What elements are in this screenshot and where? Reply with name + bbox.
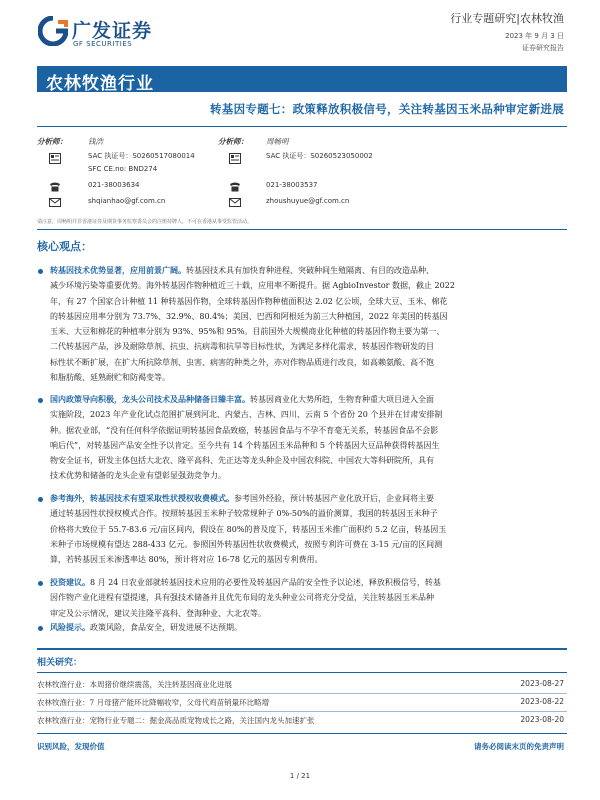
id-card-icon — [49, 153, 61, 164]
key-point-heading: 国内政策导向积极，龙头公司技术及品种储备日臻丰富。 — [50, 394, 250, 404]
analyst-label: 分析师： — [37, 137, 67, 146]
report-label: 证券研究报告 — [522, 44, 564, 52]
key-point-line: 因作物产业化进程有望提速，具有强技术储备并且优先布局的龙头种业公司将充分受益，关注转基因玉米品种 — [50, 593, 434, 603]
divider — [37, 693, 567, 694]
page-number: 1 / 21 — [289, 772, 311, 780]
bullet-icon — [38, 497, 43, 502]
bullet-icon — [38, 269, 43, 274]
bullet-icon — [38, 398, 43, 403]
industry-title: 农林牧渔行业 — [46, 74, 154, 94]
analyst-phone: 021-38003634 — [88, 181, 140, 189]
key-point-line: 年，有 27 个国家合计种植 11 种转基因作物，全球转基因作物种植面积达 2.02 亿公顷，全球大豆、玉米、棉花 — [50, 296, 448, 306]
analyst-email[interactable]: zhoushuyue@gf.com.cn — [266, 197, 350, 205]
key-point-line: 转基因商业化大势所趋，生物育种重大项目进入全面 — [250, 395, 434, 404]
company-logo — [38, 16, 158, 50]
key-point-line: 转基因技术具有加快育种进程、突破种间生殖隔离、有目的改造品种、 — [186, 266, 434, 275]
key-point-1 — [50, 263, 570, 385]
key-point-line: 玉米、大豆和棉花的种植率分别为 93%、95%和 95%。目前国外大规模商业化种植的转基因作物主要为第一、 — [50, 327, 445, 337]
analyst-name: 周畅明 — [266, 137, 289, 146]
key-point-line: 8 月 24 日农业部就转基因技术应用的必要性及转基因产品的安全性予以论述，释放积极信号，转基 — [90, 578, 441, 587]
analyst-sac: SAC 执证号：S0260517080014 — [88, 152, 195, 160]
divider — [37, 733, 567, 734]
related-title: 相关研究： — [37, 658, 83, 668]
footer-slogan: 识别风险，发现价值 — [37, 742, 105, 751]
key-point-4 — [50, 575, 570, 621]
logo-text-en: GF SECURITIES — [73, 40, 133, 48]
key-point-line: 标性状不断扩展，在扩大所抗除草剂、虫害、病害的种类之外，亦对作物品质进行改良，如高赖氨酸、高不饱 — [50, 357, 434, 367]
analyst-sac: SAC 执证号：S0260523050002 — [266, 152, 373, 160]
key-point-line: 算，若转基因玉米渗透率达 80%，预计将对应 16-78 亿元的基因专利费用。 — [50, 555, 323, 565]
key-point-line: 政策风险，食品安全，研发进展不达预期。 — [90, 623, 242, 632]
key-point-heading: 投资建议。 — [50, 577, 90, 587]
related-item[interactable]: 农林牧渔行业：7 月母猪产能环比降幅收窄，父母代鸡苗销量环比略增 — [37, 698, 270, 707]
phone-icon — [229, 181, 241, 192]
divider — [37, 126, 567, 127]
gf-logo-icon — [38, 16, 68, 46]
key-point-heading: 参考海外，转基因技术有望采取性状授权收费模式。 — [50, 493, 234, 503]
email-icon — [49, 197, 61, 208]
email-icon — [229, 197, 241, 208]
key-point-line: 的转基因应用率分别为 73.7%、32.9%、80.4%；美国、巴西和阿根廷为前三大种植国，2022 年美国的转基因 — [50, 311, 448, 321]
key-point-line: 技术优势和储备的龙头企业有望彰显强劲竞争力。 — [50, 471, 226, 481]
id-card-icon — [229, 153, 241, 164]
analyst-email[interactable]: shqianhao@gf.com.cn — [88, 197, 166, 205]
key-point-5 — [50, 620, 570, 635]
analyst-phone: 021-38003537 — [266, 181, 318, 189]
divider — [37, 648, 567, 650]
key-point-line: 参考国外经验，预计转基因产业化放开后，企业间将主要 — [234, 494, 434, 503]
analyst-sfc: SFC CE.no: BND274 — [88, 165, 158, 173]
key-point-line: 通过转基因性状授权模式合作。按照转基因玉米种子较常规种子 0%-50%的溢价测算，我国的转基因玉米种子 — [50, 509, 438, 519]
logo-text-cn: 广发证券 — [72, 20, 153, 42]
key-point-line: 种。据农业部，“没有任何科学依据证明转基因食品致癌，转基因食品与不孕不育毫无关系，转基因食品不会影 — [50, 425, 439, 435]
key-point-heading: 风险提示。 — [50, 622, 90, 632]
key-point-line: 物安全证书，研发主体包括大北农、隆平高科、先正达等龙头种企及中国农科院、中国农大等科研院所，具有 — [50, 456, 434, 466]
divider — [37, 672, 567, 673]
key-point-line: 价格将大致位于 55.7-83.6 元/亩区间内，假设在 80%的普及度下，转基因玉米推广面积约 5.2 亿亩，转基因玉 — [50, 524, 447, 534]
key-point-line: 审定及公示情况，建议关注隆平高科、登海种业、大北农等。 — [50, 608, 266, 618]
footer-disclaimer: 请务必阅读末页的免责声明 — [474, 742, 564, 751]
analyst-name: 钱浩 — [88, 137, 103, 146]
analyst-label: 分析师： — [218, 137, 248, 146]
phone-icon — [49, 181, 61, 192]
related-item[interactable]: 农林牧渔行业：本周猪价继续震荡，关注转基因商业化进展 — [37, 680, 232, 689]
related-item-date: 2023-08-20 — [520, 715, 564, 724]
key-point-heading: 转基因技术优势显著，应用前景广阔。 — [50, 265, 186, 275]
key-point-3 — [50, 491, 570, 567]
related-item[interactable]: 农林牧渔行业：宠物行业专题二：掘金高品质宠物成长之路，关注国内龙头加速扩张 — [37, 716, 315, 725]
key-point-line: 米种子市场规模有望达 288-433 亿元。参照国外转基因性状收费模式，按照专利许可费在 3-15 元/亩的区间测 — [50, 539, 443, 549]
key-point-2 — [50, 392, 570, 484]
report-subtitle: 转基因专题七：政策释放积极信号，关注转基因玉米品种审定新进展 — [210, 102, 564, 116]
key-point-line: 减少环境污染等重要优势。海外转基因作物种植近三十载，应用率不断提升。据 AgbioInvestor 数据，截止 2022 — [50, 281, 455, 291]
key-point-line: 响后代”，对转基因产品安全性予以肯定。至今共有 14 个转基因玉米品种和 5 个转基因大豆品种获得转基因生 — [50, 440, 440, 450]
report-date: 2023 年 9 月 3 日 — [505, 32, 564, 40]
bullet-icon — [38, 581, 43, 586]
key-point-line: 和脂肪酸、延熟耐贮和防褐变等。 — [50, 373, 170, 383]
related-item-date: 2023-08-22 — [520, 697, 564, 706]
divider — [37, 229, 567, 230]
key-point-line: 二代转基因产品，涉及耐除草剂、抗虫、抗病毒和抗旱等目标性状，为满足多样化需求，转基因作物研发的目 — [50, 342, 434, 352]
key-point-line: 实施阶段，2023 年产业化试点范围扩展到河北、内蒙古、吉林、四川、云南 5 个省份 20 个县并在甘肃安排制 — [50, 410, 443, 420]
key-points-title: 核心观点： — [37, 240, 92, 253]
related-item-date: 2023-08-27 — [520, 679, 564, 688]
bullet-icon — [38, 626, 43, 631]
disclaimer-note: 请注意，周畅明并非香港证券及期货事务监察委员会的注册持牌人，不可在香港从事受监管活动。 — [37, 219, 253, 225]
report-type: 行业专题研究|农林牧渔 — [450, 12, 564, 25]
divider — [37, 711, 567, 712]
